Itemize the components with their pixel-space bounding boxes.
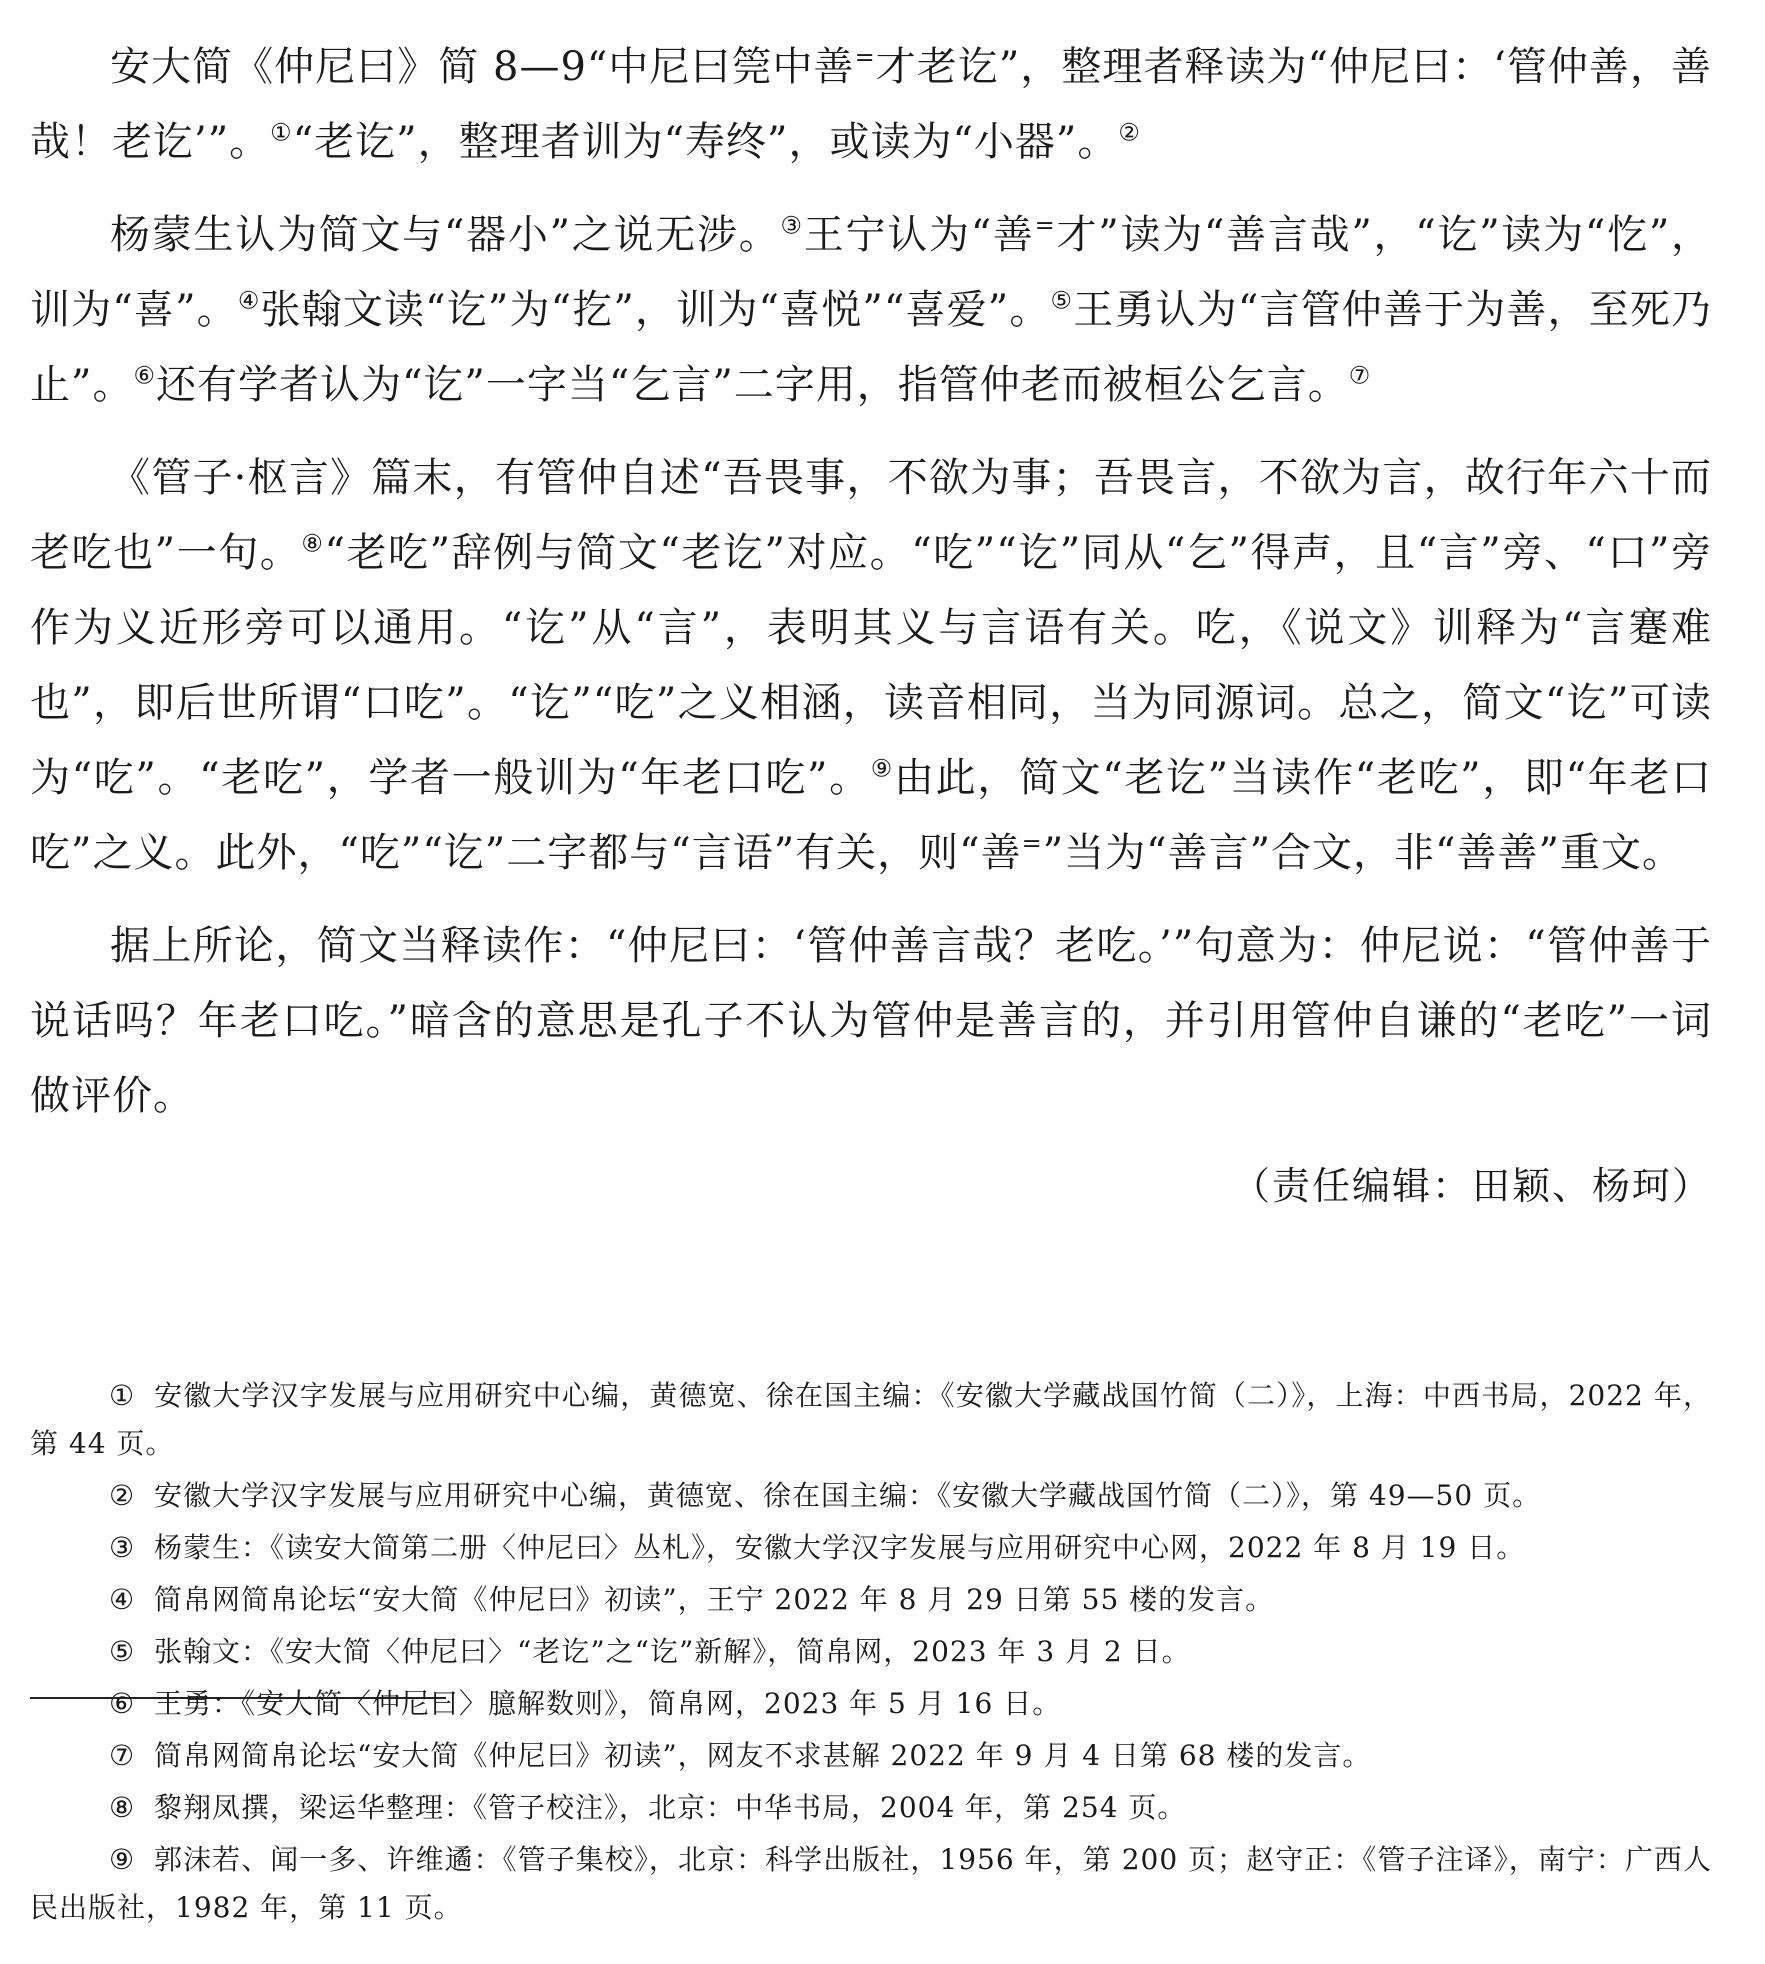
text-segment: 才老讫”，整理者释读为“仲尼曰：‘管仲善，善哉！老讫’”。 — [30, 44, 1712, 165]
body-paragraph — [30, 198, 1712, 423]
footnote-number: ⑤ — [108, 1635, 136, 1668]
main-text — [30, 30, 1712, 1216]
footnote-marker[interactable]: ① — [270, 118, 293, 147]
footnote-marker[interactable]: ② — [1118, 118, 1141, 147]
repetition-mark: = — [1034, 211, 1056, 240]
footnote-marker[interactable]: ⑤ — [1050, 286, 1074, 315]
footnote-item — [30, 1628, 1712, 1676]
footnote-text: 安徽大学汉字发展与应用研究中心编，黄德宽、徐在国主编：《安徽大学藏战国竹简（二）》，上海：中西书局，2022 年，第 44 页。 — [30, 1379, 1712, 1460]
footnote-item — [30, 1732, 1712, 1780]
footnote-number: ② — [108, 1479, 136, 1512]
editor-credit: （责任编辑：田颖、杨珂） — [1231, 1164, 1712, 1208]
footnote-number: ④ — [108, 1583, 136, 1616]
footnote-text: 安徽大学汉字发展与应用研究中心编，黄德宽、徐在国主编：《安徽大学藏战国竹简（二）》，第 49—50 页。 — [154, 1479, 1542, 1512]
footnote-text: 黎翔凤撰，梁运华整理：《管子校注》，北京：中华书局，2004 年，第 254 页。 — [154, 1791, 1187, 1824]
footnote-text: 张翰文：《安大简〈仲尼曰〉“老讫”之“讫”新解》，简帛网，2023 年 3 月 2 日。 — [154, 1635, 1191, 1668]
text-segment: 才”读为“善言哉”，“讫”读为“忔”，训为“喜”。 — [30, 212, 1713, 333]
footnote-number: ③ — [108, 1531, 136, 1564]
text-segment: “老讫”，整理者训为“寿终”，或读为“小器”。 — [292, 119, 1119, 165]
repetition-mark: = — [1021, 829, 1043, 858]
footnote-text: 杨蒙生：《读安大简第二册〈仲尼曰〉丛札》，安徽大学汉字发展与应用研究中心网，2022 年 8 月 19 日。 — [154, 1531, 1526, 1564]
footnotes — [30, 1372, 1712, 1936]
footnote-marker[interactable]: ⑥ — [133, 361, 156, 390]
text-segment: “老吃”辞例与简文“老讫”对应。“吃”“讫”同从“乞”得声，且“言”旁、“口”旁作为义近形旁可以通用。“讫”从“言”，表明其义与言语有关。吃，《说文》训释为“言蹇难也”，即后世所谓“口吃”。“讫”“吃”之义相涵，读音相同，当为同源词。总之，简文“讫”可读为“吃”。“老吃”，学者一般训为“年老口吃”。 — [30, 530, 1713, 801]
footnote-marker[interactable]: ③ — [780, 211, 804, 240]
footnote-text: 王勇：《安大简〈仲尼曰〉臆解数则》，简帛网，2023 年 5 月 16 日。 — [154, 1687, 1062, 1720]
text-segment: 《管子·枢言》篇末，有管仲自述“吾畏事，不欲为事；吾畏言，不欲为言，故行年六十而老吃也”一句。 — [30, 455, 1712, 576]
footnote-item — [30, 1784, 1712, 1832]
footnote-marker[interactable]: ⑧ — [301, 529, 325, 558]
text-segment: 王勇认为“言管仲善于为善，至死乃止”。 — [30, 287, 1713, 408]
footnote-item — [30, 1524, 1712, 1572]
footnote-number: ⑨ — [108, 1843, 136, 1876]
footnote-text: 郭沫若、闻一多、许维遹：《管子集校》，北京：科学出版社，1956 年，第 200 页；赵守正：《管子注译》，南宁：广西人民出版社，1982 年，第 11 页。 — [30, 1843, 1712, 1924]
footnote-marker[interactable]: ⑨ — [870, 754, 894, 783]
text-segment: 王宁认为“善 — [803, 212, 1035, 258]
text-segment: 安大简《仲尼曰》简 8—9“中尼曰筦中善 — [110, 44, 855, 90]
text-segment: 据上所论，简文当释读作：“仲尼曰：‘管仲善言哉？老吃。’”句意为：仲尼说：“管仲善于说话吗？年老口吃。”暗含的意思是孔子不认为管仲是善言的，并引用管仲自谦的“老吃”一词做评价。 — [30, 923, 1712, 1119]
footnote-number: ① — [108, 1379, 136, 1412]
body-paragraph — [30, 441, 1712, 891]
footnote-item — [30, 1576, 1712, 1624]
footnote-item — [30, 1372, 1712, 1468]
text-segment: 由此，简文“老讫”当读作“老吃”，即“年老口吃”之义。此外，“吃”“讫”二字都与“言语”有关，则“善 — [30, 755, 1712, 876]
text-segment: 张翰文读“讫”为“扢”，训为“喜悦”“喜爱”。 — [260, 287, 1051, 333]
footnote-marker[interactable]: ④ — [237, 286, 261, 315]
body-paragraph — [30, 909, 1712, 1134]
footnote-text: 简帛网简帛论坛“安大简《仲尼曰》初读”，王宁 2022 年 8 月 29 日第 55 楼的发言。 — [154, 1583, 1275, 1616]
footnote-item — [30, 1680, 1712, 1728]
text-segment: 还有学者认为“讫”一字当“乞言”二字用，指管仲老而被桓公乞言。 — [155, 362, 1349, 408]
footnote-item — [30, 1472, 1712, 1520]
footnote-number: ⑧ — [108, 1791, 136, 1824]
repetition-mark: = — [854, 43, 876, 72]
footnote-item — [30, 1836, 1712, 1932]
footnote-number: ⑥ — [108, 1687, 136, 1720]
body-paragraph — [30, 30, 1712, 180]
body-paragraphs — [30, 30, 1712, 1134]
text-segment: ”当为“善言”合文，非“善善”重文。 — [1042, 830, 1683, 876]
footnote-number: ⑦ — [108, 1739, 136, 1772]
footnote-marker[interactable]: ⑦ — [1348, 361, 1372, 390]
text-segment: 杨蒙生认为简文与“器小”之说无涉。 — [110, 212, 781, 258]
footnote-text: 简帛网简帛论坛“安大简《仲尼曰》初读”，网友不求甚解 2022 年 9 月 4 日第 68 楼的发言。 — [154, 1739, 1372, 1772]
